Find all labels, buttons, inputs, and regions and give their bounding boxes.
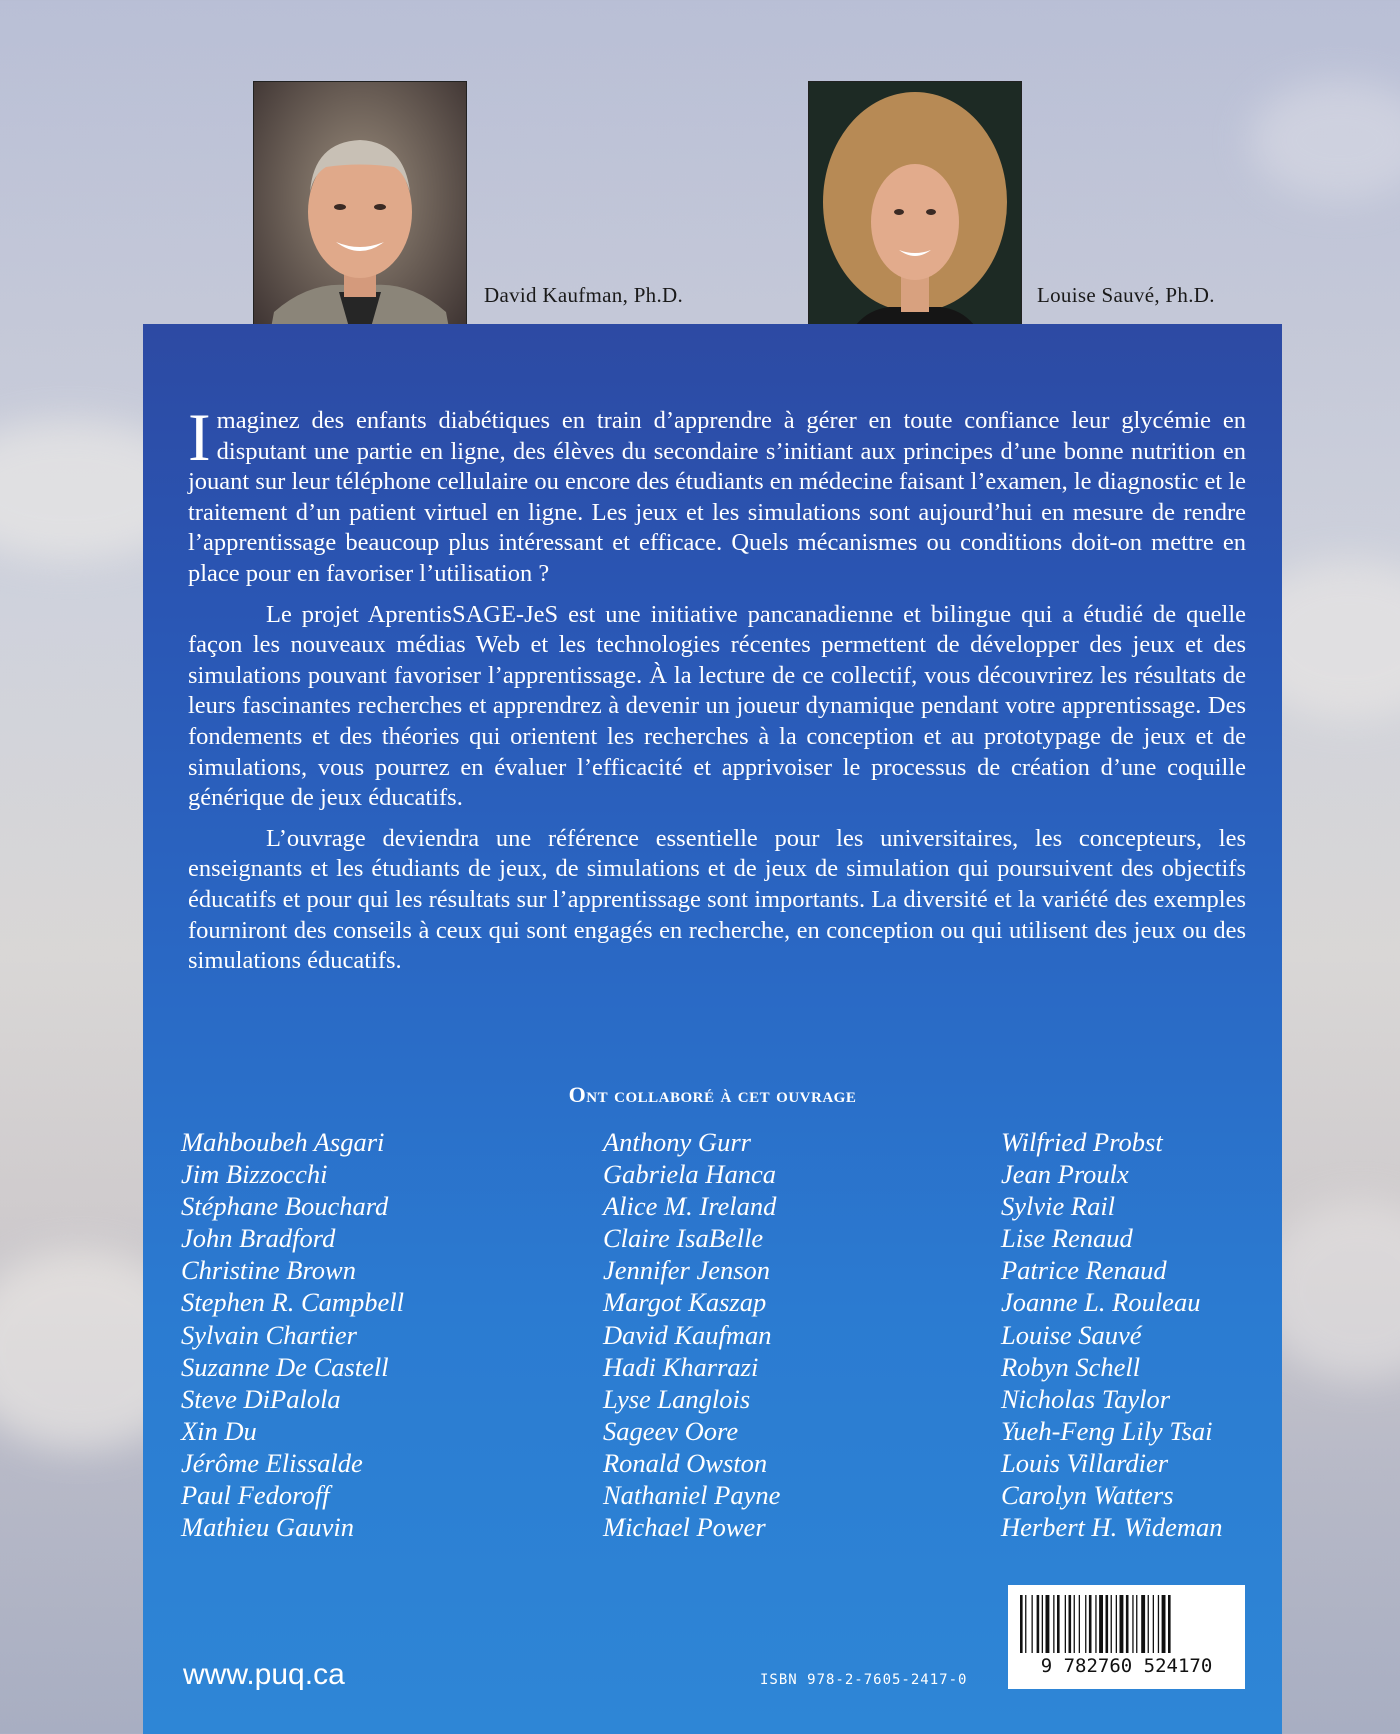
contributor-name: Mahboubeh Asgari — [181, 1127, 385, 1157]
contributor-name: Lise Renaud — [1001, 1223, 1133, 1254]
contributor-name: Jérôme Elissalde — [181, 1447, 363, 1478]
barcode-bar — [1126, 1595, 1129, 1653]
barcode-bar — [1116, 1595, 1117, 1653]
contributor-name: Mathieu Gauvin — [181, 1512, 354, 1543]
contributor-name: Wilfried Probst — [1001, 1127, 1163, 1157]
barcode-bar — [1111, 1595, 1112, 1653]
contributor-name: Jim Bizzocchi — [181, 1159, 328, 1190]
contributor-name: Hadi Kharrazi — [603, 1351, 759, 1382]
contributor-name: Nicholas Taylor — [1001, 1383, 1171, 1414]
contributor-name: Nathaniel Payne — [603, 1480, 781, 1511]
barcode-bar — [1141, 1595, 1145, 1653]
contributor-name: Paul Fedoroff — [181, 1480, 330, 1511]
contributor-name: Steve DiPalola — [181, 1383, 341, 1414]
barcode-bar — [1025, 1595, 1026, 1653]
isbn-text: ISBN 978-2-7605-2417-0 — [760, 1672, 968, 1688]
dropcap: I — [188, 399, 211, 475]
contributor-name: Sylvie Rail — [1001, 1191, 1116, 1222]
contributors-title: Ont collaboré à cet ouvrage — [568, 1082, 857, 1107]
contributor-name: Claire IsaBelle — [603, 1223, 764, 1254]
contributor-name: Gabriela Hanca — [603, 1159, 776, 1190]
contributor-name: Anthony Gurr — [603, 1127, 751, 1157]
contributor-name: Michael Power — [603, 1512, 766, 1543]
barcode-bar — [1148, 1595, 1149, 1653]
contributor-name: Louise Sauvé — [1001, 1319, 1142, 1350]
contributor-name: Patrice Renaud — [1001, 1255, 1167, 1286]
barcode-bars — [1020, 1595, 1233, 1653]
barcode-bar — [1046, 1595, 1050, 1653]
contributor-name: John Bradford — [181, 1223, 336, 1254]
contributor-name: Stéphane Bouchard — [181, 1191, 389, 1222]
barcode-bar — [1053, 1595, 1054, 1653]
contributor-name: Herbert H. Wideman — [1001, 1512, 1223, 1543]
description-paragraph-3: L’ouvrage deviendra une référence essentielle pour les universitaires, les concepteurs, les enseignants et les étudiants de jeux, de simulations et de jeux de simulation qui poursuivent des objectifs éducatifs et pour qui les résultats sur l’apprentissage sont importants. La diversité et la variété des exemples fourniront des conseils à ceux qui sont engagés en recherche, en conception ou qui utilisent des jeux ou des simulations éducatifs. — [188, 824, 1246, 975]
barcode-bar — [1069, 1595, 1072, 1653]
contributor-name: Stephen R. Campbell — [181, 1287, 404, 1318]
barcode-bar — [1065, 1595, 1066, 1653]
contributor-name: Joanne L. Rouleau — [1001, 1287, 1201, 1318]
author-name-sauve: Louise Sauvé, Ph.D. — [1037, 283, 1215, 307]
contributor-name: Sylvain Chartier — [181, 1319, 357, 1350]
contributor-name: Robyn Schell — [1001, 1351, 1141, 1382]
contributor-name: Sageev Oore — [603, 1415, 739, 1446]
barcode-bar — [1042, 1595, 1043, 1653]
barcode-number: 9 782760 524170 — [1040, 1655, 1213, 1677]
contributor-name: Carolyn Watters — [1001, 1480, 1174, 1511]
barcode-bar — [1158, 1595, 1159, 1653]
barcode-bar — [1099, 1595, 1103, 1653]
contributor-name: Xin Du — [181, 1415, 257, 1446]
barcode-bar — [1106, 1595, 1109, 1653]
barcode-bar — [1057, 1595, 1060, 1653]
barcode-bar — [1037, 1595, 1040, 1653]
contributor-name: Margot Kaszap — [603, 1287, 767, 1318]
contributor-name: Ronald Owston — [603, 1447, 768, 1478]
barcode-bar — [1136, 1595, 1137, 1653]
contributor-name: Suzanne De Castell — [181, 1351, 389, 1382]
barcode — [1008, 1585, 1245, 1689]
barcode-bar — [1168, 1595, 1171, 1653]
contributor-name: Jean Proulx — [1001, 1159, 1129, 1190]
barcode-bar — [1032, 1595, 1033, 1653]
barcode-bar — [1132, 1595, 1133, 1653]
barcode-bar — [1079, 1595, 1080, 1653]
contributor-name: Jennifer Jenson — [603, 1255, 771, 1286]
contributor-name: Louis Villardier — [1001, 1447, 1169, 1478]
contributor-name: Lyse Langlois — [603, 1383, 751, 1414]
barcode-bar — [1120, 1595, 1124, 1653]
barcode-bar — [1020, 1595, 1023, 1653]
contributors-column-1 — [181, 1126, 404, 1543]
author-name-kaufman: David Kaufman, Ph.D. — [484, 283, 684, 307]
contributor-name: Yueh-Feng Lily Tsai — [1001, 1415, 1213, 1446]
contributor-name: Christine Brown — [181, 1255, 356, 1286]
contributor-name: David Kaufman — [603, 1319, 772, 1350]
back-cover-description — [188, 399, 1246, 987]
contributors-column-2 — [603, 1126, 780, 1543]
barcode-bar — [1089, 1595, 1092, 1653]
barcode-bar — [1085, 1595, 1086, 1653]
contributors-column-3 — [1001, 1126, 1223, 1543]
barcode-bar — [1074, 1595, 1075, 1653]
barcode-bar — [1162, 1595, 1166, 1653]
barcode-bar — [1095, 1595, 1096, 1653]
description-paragraph-1: Imaginez des enfants diabétiques en train d’apprendre à gérer en toute confiance leur glycémie en disputant une partie en ligne, des élèves du secondaire s’initiant aux principes d’une bonne nutrition en jouant sur leur téléphone cellulaire ou encore des étudiants en médecine faisant l’examen, le diagnostic et le traitement d’un patient virtuel en ligne. Les jeux et les simulations sont aujourd’hui en mesure de rendre l’apprentissage beaucoup plus intéressant et efficace. Quels mécanismes ou conditions doit-on mettre en place pour en favoriser l’utilisation ? — [188, 399, 1246, 587]
barcode-bar — [1153, 1595, 1154, 1653]
publisher-url: www.puq.ca — [183, 1658, 345, 1691]
contributor-name: Alice M. Ireland — [603, 1191, 777, 1222]
description-paragraph-2: Le projet AprentisSAGE-JeS est une initiative pancanadienne et bilingue qui a étudié de quelle façon les nouveaux médias Web et les technologies récentes permettent de développer des jeux et des simulations pouvant favoriser l’apprentissage. À la lecture de ce collectif, vous découvrirez les résultats de leurs fascinantes recherches et apprendrez à devenir un joueur dynamique pendant votre apprentissage. Des fondements et des théories qui orientent les recherches à la conception et au prototypage de jeux et de simulations, vous pourrez en évaluer l’efficacité et apprivoiser le processus de création d’une coquille générique de jeux éducatifs. — [188, 600, 1246, 812]
